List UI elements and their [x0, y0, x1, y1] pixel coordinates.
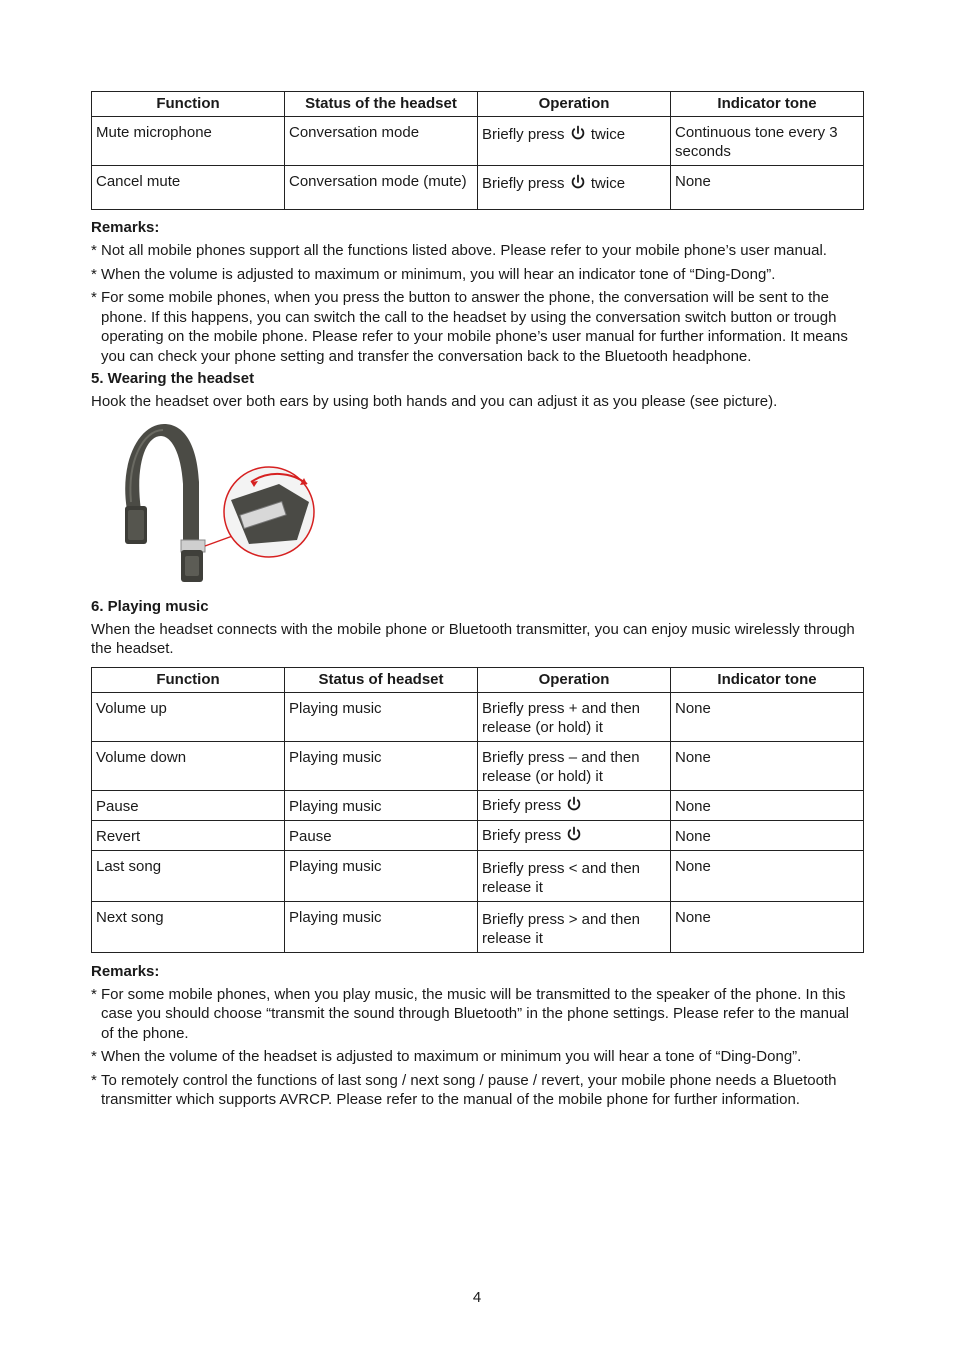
remark-item — [91, 288, 864, 366]
cell-function: Last song — [92, 850, 285, 901]
remark-item — [91, 241, 864, 261]
cell-status: Playing music — [285, 850, 478, 901]
remarks-list — [91, 985, 864, 1110]
music-functions-table — [91, 667, 864, 953]
cell-indicator-tone: None — [671, 850, 864, 901]
remark-text: When the volume of the headset is adjusted to maximum or minimum you will hear a tone of “Ding-Dong”. — [101, 1048, 802, 1065]
cell-function: Next song — [92, 901, 285, 952]
remark-text: When the volume is adjusted to maximum or minimum, you will hear an indicator tone of “Ding-Dong”. — [101, 265, 776, 283]
section-heading-music: 6. Playing music — [91, 597, 209, 615]
table-row — [92, 820, 864, 850]
call-functions-table — [91, 91, 864, 210]
table-row — [92, 901, 864, 952]
remark-item — [91, 1071, 864, 1110]
section-text-wearing: Hook the headset over both ears by using both hands and you can adjust it as you please (see picture). — [91, 393, 778, 410]
bullet-marker: * — [91, 985, 97, 1003]
headset-illustration — [119, 422, 329, 587]
column-header-function: Function — [92, 92, 285, 117]
operation-text: Briefy press — [482, 826, 562, 844]
remark-text: For some mobile phones, when you play music, the music will be transmitted to the speaker of the phone. In this case you should choose “transmit the sound through Bluetooth” in the phone settings. Please refer to the manual of the phone. — [101, 985, 849, 1042]
bullet-marker: * — [91, 1048, 97, 1065]
remarks-list — [91, 241, 864, 366]
table-row — [92, 117, 864, 166]
cell-indicator-tone: None — [671, 166, 864, 210]
section-text-music: When the headset connects with the mobile phone or Bluetooth transmitter, you can enjoy music wirelessly through the headset. — [91, 620, 855, 657]
cell-operation: Briefly press – and then release (or hold) it — [478, 741, 671, 790]
column-header-operation: Operation — [478, 667, 671, 692]
cell-status: Pause — [285, 820, 478, 850]
power-icon — [570, 125, 586, 141]
table-row — [92, 692, 864, 741]
cell-function: Cancel mute — [92, 166, 285, 210]
cell-status: Playing music — [285, 741, 478, 790]
cell-function: Volume down — [92, 741, 285, 790]
cell-indicator-tone: None — [671, 820, 864, 850]
cell-operation: Briefly press > and then release it — [478, 901, 671, 952]
cell-status: Playing music — [285, 692, 478, 741]
table-header-row — [92, 92, 864, 117]
bullet-marker: * — [91, 265, 97, 283]
power-icon — [566, 796, 582, 812]
operation-text: Briefy press — [482, 796, 562, 814]
remark-text: For some mobile phones, when you press the button to answer the phone, the conversation will be sent to the phone. If this happens, you can switch the call to the headset by using the conversation switch button or trough operating on the mobile phone. Please refer to your mobile phone’s user manual for further information. It means you can check your phone setting and transfer the conversation back to the Bluetooth headphone. — [101, 289, 848, 365]
remark-item — [91, 265, 864, 285]
cell-operation — [478, 117, 671, 166]
cell-operation: Briefly press < and then release it — [478, 850, 671, 901]
cell-indicator-tone: Continuous tone every 3 seconds — [671, 117, 864, 166]
power-icon — [566, 826, 582, 842]
power-icon — [570, 174, 586, 190]
cell-indicator-tone: None — [671, 790, 864, 820]
remark-item — [91, 985, 864, 1044]
cell-indicator-tone: None — [671, 692, 864, 741]
cell-status: Conversation mode (mute) — [285, 166, 478, 210]
column-header-status: Status of the headset — [285, 92, 478, 117]
cell-operation — [478, 166, 671, 210]
cell-status: Playing music — [285, 901, 478, 952]
cell-status: Playing music — [285, 790, 478, 820]
cell-operation: Briefly press + and then release (or hold) it — [478, 692, 671, 741]
headset-image — [119, 422, 329, 587]
column-header-indicator-tone: Indicator tone — [671, 92, 864, 117]
remarks-heading: Remarks: — [91, 219, 160, 236]
cell-function: Pause — [92, 790, 285, 820]
bullet-marker: * — [91, 289, 97, 306]
operation-text: Briefly press — [482, 126, 565, 143]
bullet-marker: * — [91, 1071, 97, 1089]
remark-text: To remotely control the functions of last song / next song / pause / revert, your mobile phone needs a Bluetooth transmitter which supports AVRCP. Please refer to the manual of the mobile phone for further information. — [101, 1071, 837, 1108]
cell-indicator-tone: None — [671, 741, 864, 790]
cell-operation — [478, 790, 671, 820]
cell-function: Revert — [92, 820, 285, 850]
table-row — [92, 790, 864, 820]
bullet-marker: * — [91, 242, 97, 259]
cell-status: Conversation mode — [285, 117, 478, 166]
table-row — [92, 741, 864, 790]
cell-operation — [478, 820, 671, 850]
remark-text: Not all mobile phones support all the functions listed above. Please refer to your mobile phone’s user manual. — [101, 242, 827, 259]
section-heading-wearing: 5. Wearing the headset — [91, 370, 255, 387]
operation-suffix: twice — [590, 175, 626, 192]
table-row — [92, 166, 864, 210]
column-header-operation: Operation — [478, 92, 671, 117]
operation-text: Briefly press — [482, 175, 565, 192]
column-header-indicator-tone: Indicator tone — [671, 667, 864, 692]
cell-function: Mute microphone — [92, 117, 285, 166]
cell-function: Volume up — [92, 692, 285, 741]
page-content — [91, 91, 864, 1110]
column-header-function: Function — [92, 667, 285, 692]
cell-indicator-tone: None — [671, 901, 864, 952]
remark-item — [91, 1047, 864, 1067]
page-number: 4 — [472, 1289, 482, 1306]
table-row — [92, 850, 864, 901]
column-header-status: Status of headset — [285, 667, 478, 692]
operation-suffix: twice — [590, 126, 626, 143]
table-header-row — [92, 667, 864, 692]
remarks-heading: Remarks: — [91, 962, 160, 980]
